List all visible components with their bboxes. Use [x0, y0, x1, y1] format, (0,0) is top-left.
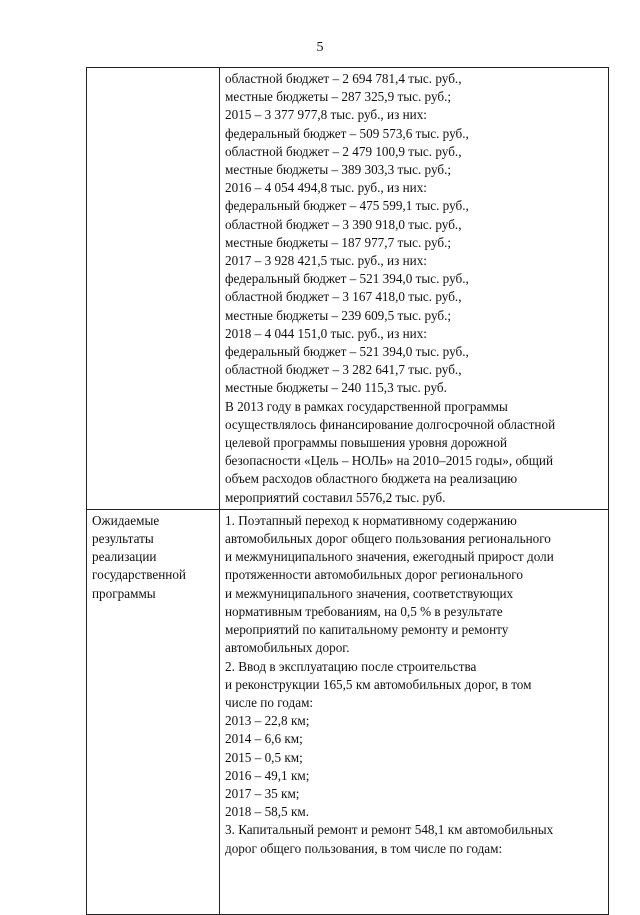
text-line: и межмуниципального значения, ежегодный прирост доли	[225, 549, 554, 565]
text-line: и межмуниципального значения, соответствующих	[225, 585, 514, 601]
text-line: 2015 – 3 377 977,8 тыс. руб., из них:	[225, 107, 427, 123]
text-line: В 2013 году в рамках государственной программы	[225, 398, 508, 414]
text-line: автомобильных дорог.	[225, 640, 350, 656]
text-line: Ожидаемые	[92, 512, 160, 528]
text-line: 2017 – 3 928 421,5 тыс. руб., из них:	[225, 253, 427, 269]
text-line: областной бюджет – 3 167 418,0 тыс. руб.,	[225, 289, 462, 305]
text-line: местные бюджеты – 389 303,3 тыс. руб.;	[225, 162, 452, 178]
text-line: федеральный бюджет – 521 394,0 тыс. руб.,	[225, 271, 469, 287]
text-line: 2018 – 4 044 151,0 тыс. руб., из них:	[225, 325, 427, 341]
text-line: 2016 – 49,1 км;	[225, 767, 310, 783]
text-line: местные бюджеты – 239 609,5 тыс. руб.;	[225, 307, 452, 323]
text-line: 2014 – 6,6 км;	[225, 731, 303, 747]
text-line: нормативным требованиям, на 0,5 % в результате	[225, 603, 503, 619]
text-line: и реконструкции 165,5 км автомобильных дорог, в том	[225, 676, 532, 692]
text-line: федеральный бюджет – 509 573,6 тыс. руб.,	[225, 125, 469, 141]
text-line: областной бюджет – 3 282 641,7 тыс. руб.,	[225, 362, 462, 378]
text-line: мероприятий по капитальному ремонту и ремонту	[225, 622, 509, 638]
text-line: 1. Поэтапный переход к нормативному содержанию	[225, 512, 517, 528]
text-line: государственной	[92, 567, 186, 583]
table-row	[87, 509, 609, 914]
page-number: 5	[316, 40, 324, 55]
text-line: протяженности автомобильных дорог регионального	[225, 567, 523, 583]
table-row	[87, 68, 609, 510]
text-line: федеральный бюджет – 475 599,1 тыс. руб.,	[225, 198, 469, 214]
row-label-cell	[87, 509, 220, 914]
text-line: местные бюджеты – 287 325,9 тыс. руб.;	[225, 89, 452, 105]
text-line: осуществлялось финансирование долгосрочной областной	[225, 416, 556, 432]
text-line: дорог общего пользования, в том числе по годам:	[225, 840, 503, 856]
text-line: результаты	[92, 531, 154, 547]
text-line: областной бюджет – 2 479 100,9 тыс. руб.,	[225, 143, 462, 159]
text-line: местные бюджеты – 240 115,3 тыс. руб.	[225, 380, 447, 396]
text-line: целевой программы повышения уровня дорожной	[225, 435, 508, 451]
text-line: областной бюджет – 3 390 918,0 тыс. руб.,	[225, 216, 462, 232]
row-label-cell	[87, 68, 220, 510]
row-content-cell	[220, 509, 609, 914]
text-line: 2015 – 0,5 км;	[225, 749, 303, 765]
text-line: объем расходов областного бюджета на реализацию	[225, 471, 518, 487]
text-line: автомобильных дорог общего пользования регионального	[225, 531, 551, 547]
text-line: 2013 – 22,8 км;	[225, 713, 310, 729]
text-line: мероприятий составил 5576,2 тыс. руб.	[225, 489, 446, 505]
text-line: местные бюджеты – 187 977,7 тыс. руб.;	[225, 234, 452, 250]
text-line: 2. Ввод в эксплуатацию после строительства	[225, 658, 477, 674]
text-line: 2018 – 58,5 км.	[225, 804, 309, 820]
text-line: 2016 – 4 054 494,8 тыс. руб., из них:	[225, 180, 427, 196]
program-passport-table	[86, 67, 609, 915]
text-line: числе по годам:	[225, 694, 314, 710]
text-line: федеральный бюджет – 521 394,0 тыс. руб.,	[225, 344, 469, 360]
text-line: 3. Капитальный ремонт и ремонт 548,1 км автомобильных	[225, 822, 554, 838]
text-line: реализации	[92, 549, 157, 565]
row-content-cell	[220, 68, 609, 510]
text-line: 2017 – 35 км;	[225, 785, 300, 801]
text-line: областной бюджет – 2 694 781,4 тыс. руб.,	[225, 71, 462, 86]
text-line: безопасности «Цель – НОЛЬ» на 2010–2015 годы», общий	[225, 453, 554, 469]
text-line: программы	[92, 585, 156, 601]
